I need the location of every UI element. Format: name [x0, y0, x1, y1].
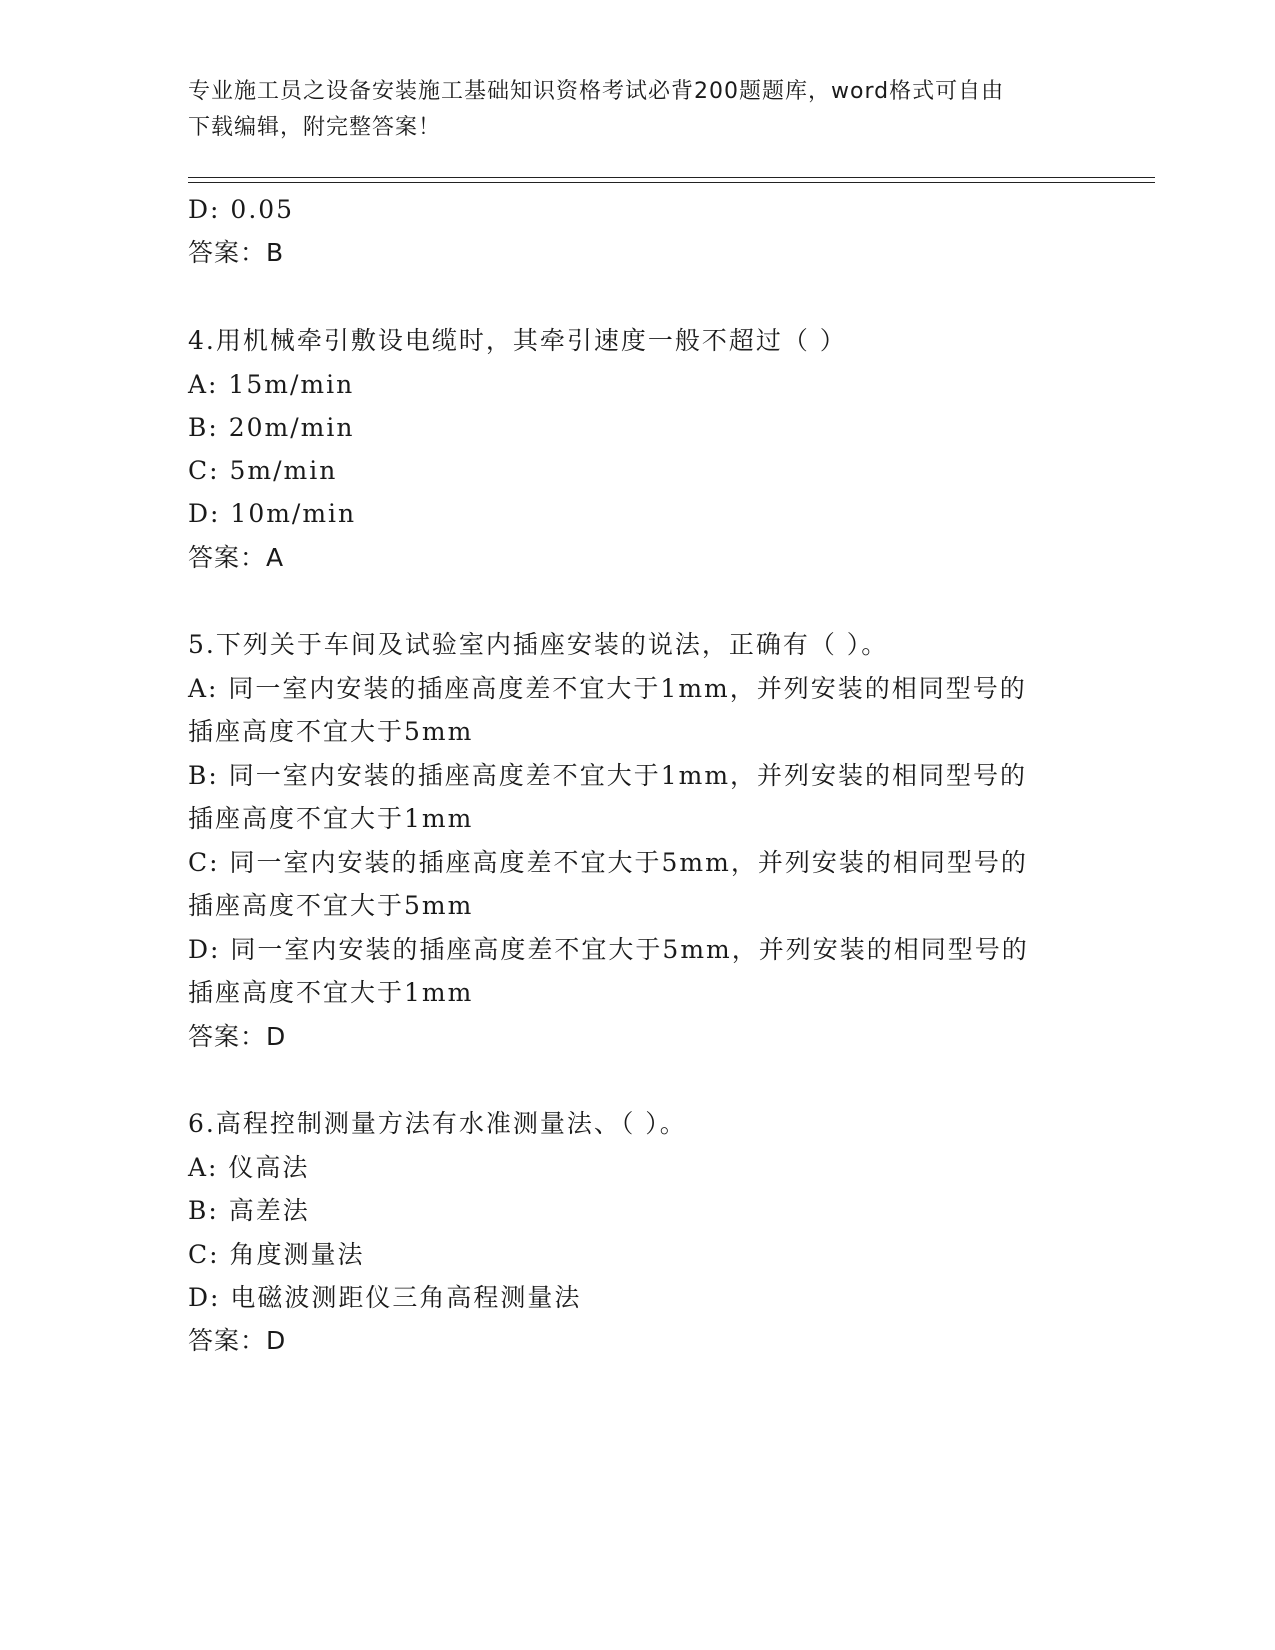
document-header	[188, 74, 1068, 146]
q4-option-d: D: 10m/min	[188, 499, 357, 528]
q5-option-d-line1: D: 同一室内安装的插座高度差不宜大于5mm，并列安装的相同型号的	[188, 935, 1029, 964]
q5-option-a-line2: 插座高度不宜大于5mm	[188, 717, 474, 746]
q6-option-a: A: 仪高法	[188, 1153, 310, 1182]
header-line-1: 专业施工员之设备安装施工基础知识资格考试必背200题题库，word格式可自由	[188, 79, 1005, 104]
header-line-2: 下载编辑，附完整答案！	[188, 115, 442, 140]
q6-option-c: C: 角度测量法	[188, 1240, 365, 1269]
q5-option-a-line1: A: 同一室内安装的插座高度差不宜大于1mm，并列安装的相同型号的	[188, 674, 1027, 703]
q5-option-d-line2: 插座高度不宜大于1mm	[188, 978, 474, 1007]
q6-option-d: D: 电磁波测距仪三角高程测量法	[188, 1283, 582, 1312]
q4-option-a: A: 15m/min	[188, 370, 355, 399]
q5-option-b-line2: 插座高度不宜大于1mm	[188, 804, 474, 833]
q6-option-b: B: 高差法	[188, 1196, 310, 1225]
q4-option-c: C: 5m/min	[188, 456, 338, 485]
q4-question: 4.用机械牵引敷设电缆时，其牵引速度一般不超过（ ）	[188, 326, 847, 355]
q3-option-d: D: 0.05	[188, 195, 295, 224]
q5-option-c-line1: C: 同一室内安装的插座高度差不宜大于5mm，并列安装的相同型号的	[188, 848, 1028, 877]
q5-option-b-line1: B: 同一室内安装的插座高度差不宜大于1mm，并列安装的相同型号的	[188, 761, 1028, 790]
q6-question: 6.高程控制测量方法有水准测量法、（ ）。	[188, 1109, 687, 1138]
header-rule-top	[188, 177, 1155, 178]
q6-answer: 答案：D	[188, 1326, 287, 1355]
q5-answer: 答案：D	[188, 1022, 287, 1051]
header-rule-bottom	[188, 182, 1155, 183]
q5-option-c-line2: 插座高度不宜大于5mm	[188, 891, 474, 920]
q5-question: 5.下列关于车间及试验室内插座安装的说法，正确有（ ）。	[188, 630, 889, 659]
q3-answer: 答案：B	[188, 238, 285, 267]
q4-answer: 答案：A	[188, 543, 285, 572]
q4-option-b: B: 20m/min	[188, 413, 355, 442]
